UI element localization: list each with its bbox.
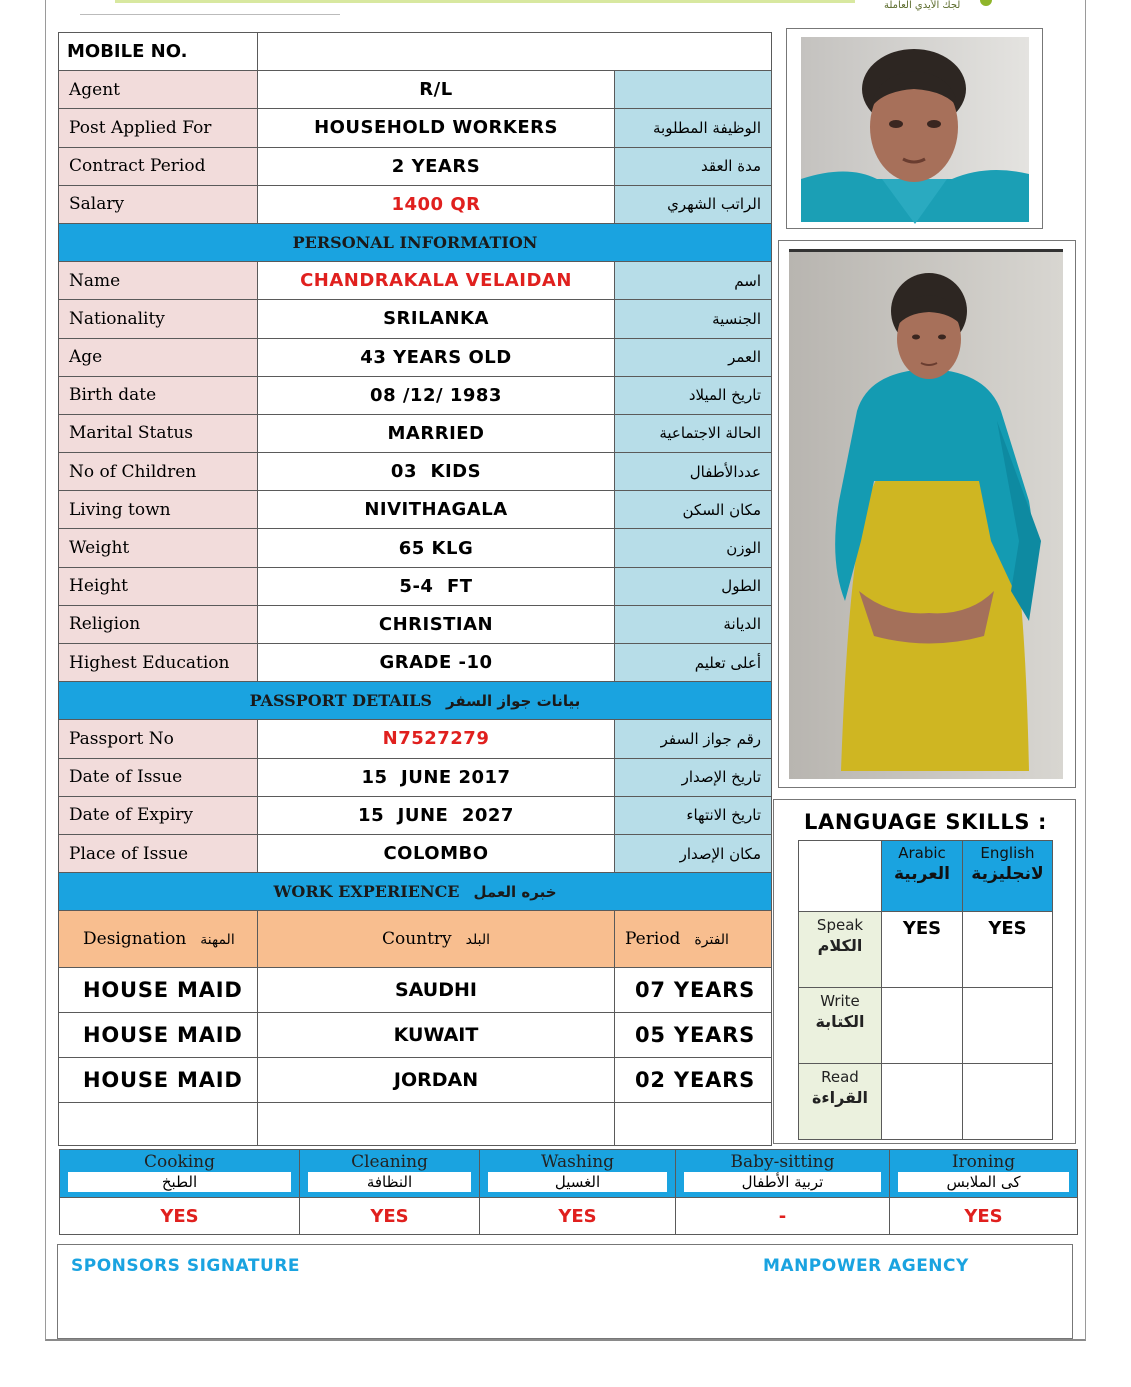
- skill-header-babysitting: [676, 1150, 890, 1198]
- header-label-arabic: المهنة: [200, 932, 235, 948]
- info-row-place-of-issue: [59, 834, 772, 872]
- header-country: [258, 911, 615, 968]
- manpower-agency-label: MANPOWER AGENCY: [763, 1256, 969, 1276]
- skill-name-arabic: الغسيل: [488, 1172, 667, 1192]
- field-label: Name: [59, 262, 258, 300]
- applicant-info-table: [58, 32, 772, 911]
- field-value: CHRISTIAN: [258, 605, 615, 643]
- field-label: Age: [59, 338, 258, 376]
- header-line: [80, 14, 340, 15]
- field-label: Post Applied For: [59, 109, 258, 147]
- info-row-name: [59, 262, 772, 300]
- speak-arabic-value: YES: [882, 912, 963, 988]
- header-stripe: [115, 0, 855, 3]
- header-label: Country: [381, 929, 452, 949]
- field-label: Birth date: [59, 376, 258, 414]
- field-label: Place of Issue: [59, 834, 258, 872]
- field-label: Marital Status: [59, 414, 258, 452]
- work-period: 02 YEARS: [615, 1058, 772, 1103]
- language-name-arabic: لانجليزية: [971, 864, 1044, 884]
- language-name-arabic: العربية: [893, 864, 950, 884]
- field-label-arabic: الجنسية: [615, 300, 772, 338]
- field-label-arabic: الطول: [615, 567, 772, 605]
- empty-cell: [799, 841, 882, 912]
- field-label-arabic: [615, 71, 772, 109]
- field-value: 65 KLG: [258, 529, 615, 567]
- section-title: WORK EXPERIENCE: [273, 882, 460, 902]
- field-value: NIVITHAGALA: [258, 491, 615, 529]
- header-designation: [59, 911, 258, 968]
- field-value: COLOMBO: [258, 834, 615, 872]
- field-value: SRILANKA: [258, 300, 615, 338]
- field-label: Nationality: [59, 300, 258, 338]
- skill-name: Cooking: [143, 1152, 216, 1172]
- info-row-nationality: [59, 300, 772, 338]
- skill-label-arabic: الكتابة: [815, 1012, 865, 1031]
- skill-header-cooking: [60, 1150, 300, 1198]
- field-label: Weight: [59, 529, 258, 567]
- field-value: 5-4 FT: [258, 567, 615, 605]
- skill-label: Read: [821, 1068, 859, 1086]
- table-row: [59, 968, 772, 1013]
- section-title-cell: [59, 873, 772, 911]
- empty-cell: [258, 1103, 615, 1146]
- language-row-write: [799, 988, 1053, 1064]
- skill-label-speak: [799, 912, 882, 988]
- section-title: PASSPORT DETAILS: [249, 691, 432, 711]
- info-row-post: [59, 109, 772, 147]
- field-value: 03 KIDS: [258, 453, 615, 491]
- header-label: Designation: [83, 929, 187, 949]
- field-value: 2 YEARS: [258, 147, 615, 185]
- info-row-height: [59, 567, 772, 605]
- field-label-arabic: عددالأطفال: [615, 453, 772, 491]
- speak-english-value: YES: [963, 912, 1053, 988]
- empty-cell: [59, 1103, 258, 1146]
- field-value: HOUSEHOLD WORKERS: [258, 109, 615, 147]
- section-personal-info: [59, 223, 772, 261]
- info-row-age: [59, 338, 772, 376]
- skills-value-row: [60, 1198, 1078, 1235]
- full-body-photo: [778, 240, 1076, 788]
- info-row-children: [59, 453, 772, 491]
- header-period: [615, 911, 772, 968]
- header-label-arabic: الفترة: [694, 932, 729, 948]
- work-period: 05 YEARS: [615, 1013, 772, 1058]
- mobile-label: MOBILE NO.: [59, 33, 258, 71]
- table-row-empty: [59, 1103, 772, 1146]
- skill-name: Cleaning: [351, 1152, 428, 1172]
- skill-name-arabic: النظافة: [308, 1172, 471, 1192]
- field-label: Salary: [59, 185, 258, 223]
- sponsor-signature-label: SPONSORS SIGNATURE: [71, 1256, 301, 1276]
- field-label-arabic: الديانة: [615, 605, 772, 643]
- field-value: 15 JUNE 2017: [258, 758, 615, 796]
- work-designation: HOUSE MAID: [59, 1013, 258, 1058]
- field-label-arabic: مكان الإصدار: [615, 834, 772, 872]
- work-designation: HOUSE MAID: [59, 968, 258, 1013]
- skill-value-ironing: YES: [890, 1198, 1078, 1235]
- skill-value-cooking: YES: [60, 1198, 300, 1235]
- language-col-english: [963, 841, 1053, 912]
- field-label: Religion: [59, 605, 258, 643]
- mobile-row: [59, 33, 772, 71]
- field-label: Contract Period: [59, 147, 258, 185]
- info-row-issue-date: [59, 758, 772, 796]
- write-english-value: [963, 988, 1053, 1064]
- field-value: 08 /12/ 1983: [258, 376, 615, 414]
- info-row-weight: [59, 529, 772, 567]
- field-label: Passport No: [59, 720, 258, 758]
- work-header-row: [59, 911, 772, 968]
- language-skills-title: LANGUAGE SKILLS :: [803, 810, 1047, 834]
- field-label-arabic: العمر: [615, 338, 772, 376]
- skill-label-read: [799, 1064, 882, 1140]
- mobile-value: [258, 33, 772, 71]
- language-row-speak: [799, 912, 1053, 988]
- field-label: Living town: [59, 491, 258, 529]
- field-value: CHANDRAKALA VELAIDAN: [258, 262, 615, 300]
- field-value: MARRIED: [258, 414, 615, 452]
- table-row: [59, 1013, 772, 1058]
- info-row-expiry-date: [59, 796, 772, 834]
- household-skills-table: [59, 1149, 1078, 1235]
- field-value: 1400 QR: [258, 185, 615, 223]
- skill-header-washing: [480, 1150, 676, 1198]
- section-title-arabic: خبره العمل: [473, 883, 557, 902]
- skill-name: Washing: [540, 1152, 615, 1172]
- info-row-salary: [59, 185, 772, 223]
- skill-label-arabic: القراءة: [811, 1088, 869, 1107]
- field-label: Highest Education: [59, 644, 258, 682]
- section-title: PERSONAL INFORMATION: [59, 223, 772, 261]
- language-skills-panel: [773, 799, 1076, 1144]
- field-value: GRADE -10: [258, 644, 615, 682]
- table-row: [59, 1058, 772, 1103]
- read-english-value: [963, 1064, 1053, 1140]
- info-row-town: [59, 491, 772, 529]
- field-label: Date of Expiry: [59, 796, 258, 834]
- skills-header-row: [60, 1150, 1078, 1198]
- language-col-arabic: [882, 841, 963, 912]
- field-label: Height: [59, 567, 258, 605]
- info-row-passport-no: [59, 720, 772, 758]
- info-row-education: [59, 644, 772, 682]
- skill-header-cleaning: [300, 1150, 480, 1198]
- language-row-read: [799, 1064, 1053, 1140]
- skill-value-washing: YES: [480, 1198, 676, 1235]
- field-label-arabic: أعلى تعليم: [615, 644, 772, 682]
- skill-label-arabic: الكلام: [817, 936, 863, 955]
- read-arabic-value: [882, 1064, 963, 1140]
- language-header-row: [799, 841, 1053, 912]
- work-designation: HOUSE MAID: [59, 1058, 258, 1103]
- field-label: No of Children: [59, 453, 258, 491]
- info-row-agent: [59, 71, 772, 109]
- portrait-photo-image: [787, 29, 1043, 229]
- section-passport: [59, 682, 772, 720]
- field-value: 43 YEARS OLD: [258, 338, 615, 376]
- work-country: SAUDHI: [258, 968, 615, 1013]
- skill-label: Write: [820, 992, 860, 1010]
- language-name: English: [980, 844, 1035, 862]
- work-experience-table: [58, 910, 772, 1146]
- field-label-arabic: الراتب الشهري: [615, 185, 772, 223]
- field-value: N7527279: [258, 720, 615, 758]
- field-label-arabic: رقم جواز السفر: [615, 720, 772, 758]
- empty-cell: [615, 1103, 772, 1146]
- write-arabic-value: [882, 988, 963, 1064]
- field-label-arabic: الوظيفة المطلوبة: [615, 109, 772, 147]
- agency-logo-text: لجك الأيدي العاملة: [884, 0, 961, 11]
- language-skills-table: [798, 840, 1053, 1140]
- skill-value-babysitting: -: [676, 1198, 890, 1235]
- skill-value-cleaning: YES: [300, 1198, 480, 1235]
- field-label: Agent: [59, 71, 258, 109]
- field-value: 15 JUNE 2027: [258, 796, 615, 834]
- field-label-arabic: اسم: [615, 262, 772, 300]
- signature-box: [57, 1244, 1073, 1339]
- skill-name-arabic: تربية الأطفال: [684, 1172, 881, 1192]
- skill-name-arabic: كى الملابس: [898, 1172, 1069, 1192]
- field-value: R/L: [258, 71, 615, 109]
- skill-name: Baby-sitting: [730, 1152, 835, 1172]
- work-country: KUWAIT: [258, 1013, 615, 1058]
- work-period: 07 YEARS: [615, 968, 772, 1013]
- info-row-religion: [59, 605, 772, 643]
- skill-name-arabic: الطبخ: [68, 1172, 291, 1192]
- skill-name: Ironing: [951, 1152, 1016, 1172]
- field-label-arabic: مدة العقد: [615, 147, 772, 185]
- field-label-arabic: الحالة الاجتماعية: [615, 414, 772, 452]
- section-title-arabic: بيانات جواز السفر: [445, 692, 581, 711]
- work-country: JORDAN: [258, 1058, 615, 1103]
- field-label-arabic: تاريخ الإصدار: [615, 758, 772, 796]
- language-name: Arabic: [898, 844, 946, 862]
- skill-label: Speak: [816, 916, 864, 934]
- field-label-arabic: مكان السكن: [615, 491, 772, 529]
- portrait-photo: [786, 28, 1043, 229]
- skill-header-ironing: [890, 1150, 1078, 1198]
- info-row-contract: [59, 147, 772, 185]
- info-row-birthdate: [59, 376, 772, 414]
- field-label-arabic: تاريخ الميلاد: [615, 376, 772, 414]
- skill-label-write: [799, 988, 882, 1064]
- field-label-arabic: تاريخ الانتهاء: [615, 796, 772, 834]
- field-label: Date of Issue: [59, 758, 258, 796]
- section-title-cell: [59, 682, 772, 720]
- section-work-experience: [59, 873, 772, 911]
- field-label-arabic: الوزن: [615, 529, 772, 567]
- header-label: Period: [625, 929, 681, 949]
- info-row-marital: [59, 414, 772, 452]
- full-body-photo-image: [779, 241, 1076, 788]
- header-label-arabic: البلد: [465, 932, 491, 948]
